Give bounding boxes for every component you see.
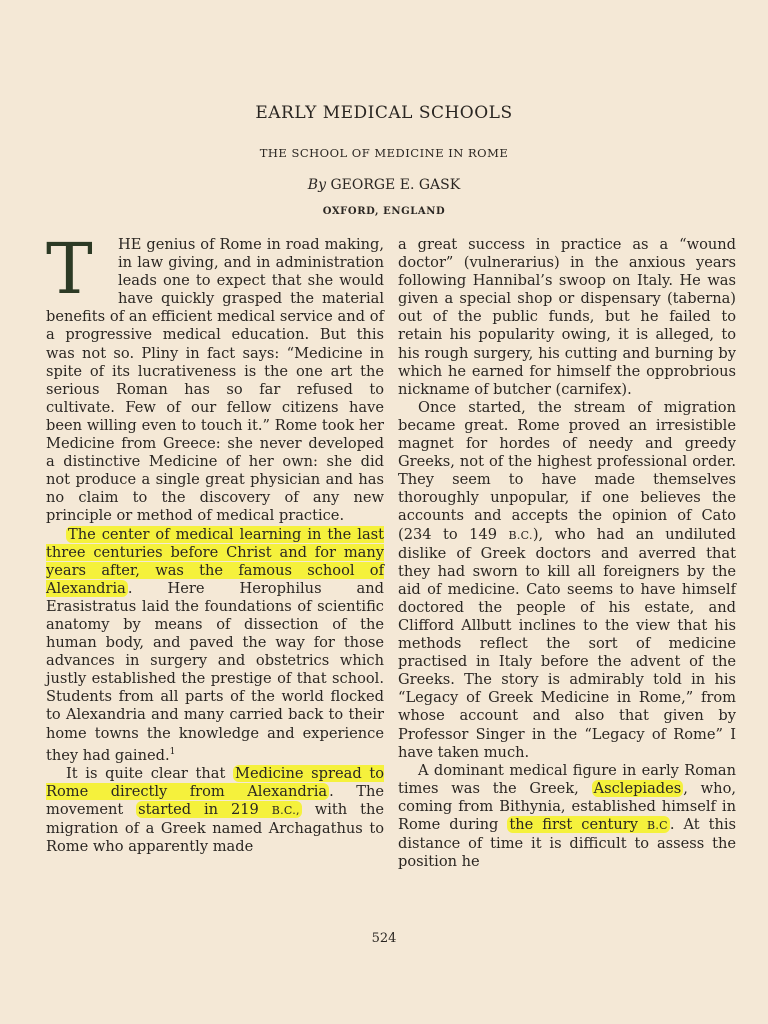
paragraph-6-start: A dominant medical figure in early Roman times was the Greek, bbox=[398, 761, 736, 797]
highlight-asclepiades: Asclepiades bbox=[593, 779, 682, 797]
small-caps-bc: B.C., bbox=[271, 803, 300, 817]
paragraph-3-start: It is quite clear that bbox=[66, 764, 234, 782]
paragraph-1 bbox=[46, 228, 384, 526]
page-number: 524 bbox=[371, 931, 397, 946]
paragraph-3 bbox=[46, 765, 384, 856]
small-caps-bc-3: B.C bbox=[646, 819, 668, 832]
footnote-marker: 1 bbox=[169, 746, 176, 757]
chapter-title: EARLY MEDICAL SCHOOLS bbox=[255, 103, 513, 123]
paragraph-2-text: . Here Herophilus and Erasistratus laid the foundations of scientific anatomy by means of dissection of the human body, and paved the way for those advances in surgery and obstetrics which justly established the prestige of that school. Students from all parts of the world flocked to Alexandria and many carried back to their home towns the knowledge and experience they had gained. bbox=[46, 579, 384, 764]
paragraph-5 bbox=[398, 399, 736, 762]
highlight-alexandria-school: The center of medical learning in the last three centuries before Christ and for many years after, was the famous school of Alexandria bbox=[46, 525, 384, 597]
left-column bbox=[46, 228, 385, 856]
author-name: GEORGE E. GASK bbox=[330, 177, 461, 193]
paragraph-6-end: . At this distance of time it is difficult to assess the position he bbox=[398, 816, 737, 871]
byline bbox=[0, 177, 768, 193]
paragraph-2 bbox=[46, 526, 384, 765]
paragraph-6 bbox=[398, 762, 736, 872]
highlight-century-text: the first century bbox=[509, 816, 647, 833]
highlight-date-text: started in 219 bbox=[138, 800, 272, 818]
paragraph-6-mid: , who, coming from Bithynia, established himself in Rome during bbox=[398, 779, 736, 833]
highlight-medicine-spread: Medicine spread to Rome directly from Alexandria bbox=[46, 764, 384, 800]
section-subtitle: THE SCHOOL OF MEDICINE IN ROME bbox=[259, 146, 509, 160]
paragraph-5-b: ), who had an undiluted dislike of Greek doctors and averred that they had sworn to kill all foreigners by the aid of medicine. Cato seems to have himself doctored the people of his estate, and Clifford Allbutt inclines to the view that his methods reflect the sort of medicine practised in Italy before the advent of the Greeks. The story is admirably told in his “Legacy of Greek Medicine in Rome,” from whose account and also that given by Professor Singer in the “Legacy of Rome” I have taken much. bbox=[398, 525, 736, 761]
drop-cap: T bbox=[46, 228, 93, 310]
paragraph-4: a great success in practice as a “wound doctor” (vulnerarius) in the anxious years following Hannibal’s swoop on Italy. He was given a special shop or dispensary (taberna) out of the public funds, but he failed to retain his popularity owing, it is alleged, to his rough surgery, his cutting and burning by which he earned for himself the opprobrious nickname of butcher (carnifex). bbox=[398, 236, 736, 398]
paragraph-1-text: HE genius of Rome in road making, in law giving, and in administration leads one to expect that she would have quickly grasped the material benefits of an efficient medical service and of a progressive medical education. But this was not so. Pliny in fact says: “Medicine in spite of its lucrativeness is the one art the serious Roman has so far refused to cultivate. Few of our fellow citizens have been willing even to touch it.” Rome took her Medicine from Greece: she never developed a distinctive Medicine of her own: she did not produce a single great physician and has no claim to the discovery of any new principle or method of medical practice. bbox=[46, 236, 384, 525]
byline-prefix: By bbox=[307, 177, 326, 193]
paragraph-3-end: with the migration of a Greek named Archagathus to Rome who apparently made bbox=[46, 800, 385, 855]
paragraph-3-mid: . The movement bbox=[46, 782, 384, 818]
right-column bbox=[398, 236, 736, 871]
highlight-first-century bbox=[507, 816, 670, 833]
paragraph-5-a: Once started, the stream of migration became great. Rome proved an irresistible magnet for hordes of needy and greedy Greeks, not of the highest professional order. They seem to have made themselves thoroughly unpopular, if one believes the accounts and accepts the opinion of Cato (234 to 149 bbox=[398, 398, 736, 543]
author-affiliation: OXFORD, ENGLAND bbox=[322, 206, 446, 217]
small-caps-bc-2: B.C. bbox=[508, 528, 533, 542]
highlight-started-219bc bbox=[136, 801, 302, 818]
